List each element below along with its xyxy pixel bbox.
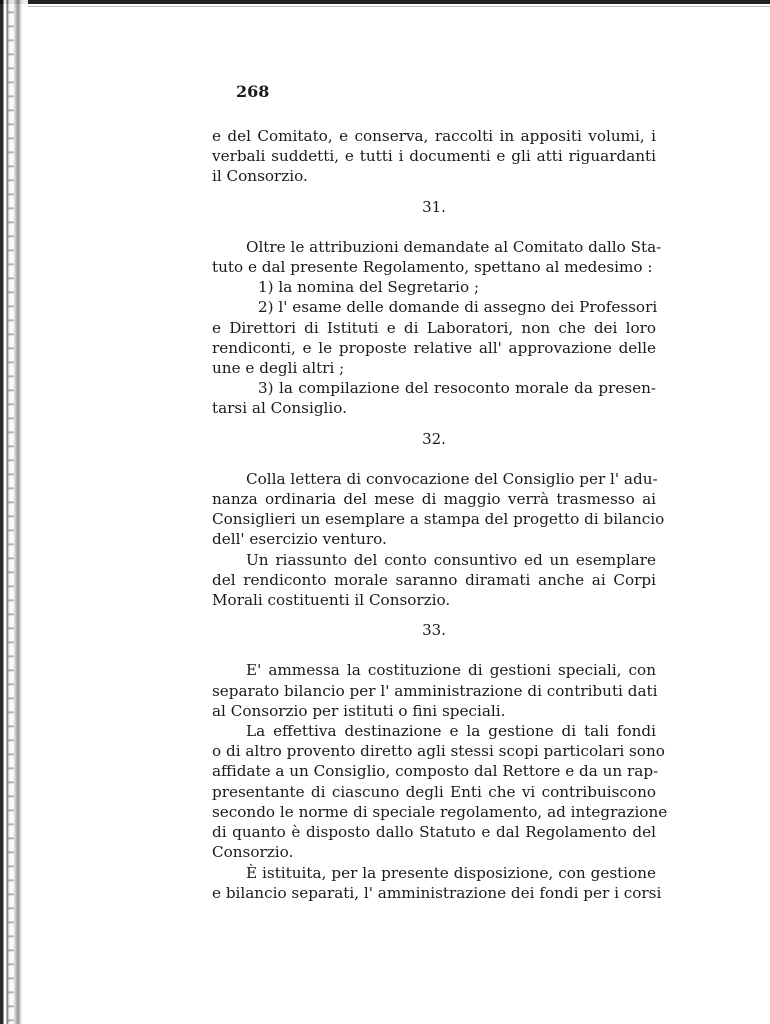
section-heading: 33. [422,621,446,640]
text-line: e bilancio separati, l' amministrazione dei fondi per i corsi [212,883,662,902]
list-item [212,297,656,378]
text-line: rendiconti, e le proposte relative all' approvazione delle [212,338,656,357]
text-line: La effettiva destinazione e la gestione di tali fondi [246,722,656,741]
scan-edge-top [0,0,770,4]
text-line: presentante di ciascuno degli Enti che vi contribuiscono [212,782,656,801]
text-line: o di altro provento diretto agli stessi scopi particolari sono [212,742,665,761]
text-line: di quanto è disposto dallo Statuto e dal Regolamento del [212,823,656,842]
text-line: del rendiconto morale saranno diramati anche ai Corpi [212,570,656,589]
document-body [212,126,668,903]
scan-edge-line [0,6,770,7]
text-line: il Consorzio. [212,167,308,186]
paragraph [212,237,662,277]
paragraph [212,550,656,611]
text-line: Un riassunto del conto consuntivo ed un esemplare [246,550,656,569]
text-line: 1) la nomina del Segretario ; [258,278,480,297]
paragraph [212,863,662,903]
text-line: 2) l' esame delle domande di assegno dei Professori [258,298,658,317]
text-line: Oltre le attribuzioni demandate al Comitato dallo Sta- [246,237,662,256]
text-line: Consiglieri un esemplare a stampa del progetto di bilancio [212,510,665,529]
text-line: E' ammessa la costituzione di gestioni speciali, con [246,661,656,680]
text-line: al Consorzio per istituti o fini speciali. [212,701,506,720]
text-line: secondo le norme di speciale regolamento, ad integrazione [212,802,668,821]
book-binding-edge [0,0,28,1024]
paragraph [212,126,656,187]
text-line: affidate a un Consiglio, composto dal Rettore e da un rap- [212,762,659,781]
text-line: tarsi al Consiglio. [212,399,347,418]
page-number: 268 [236,82,270,101]
text-line: È istituita, per la presente disposizione, con gestione [246,863,656,882]
paragraph [212,469,665,550]
text-line: Consorzio. [212,843,294,862]
text-line: une e degli altri ; [212,359,345,378]
section-heading: 32. [422,429,446,448]
text-line: tuto e dal presente Regolamento, spettano al medesimo : [212,258,653,277]
paragraph [212,660,656,721]
section-heading: 31. [422,197,446,216]
text-line: e Direttori di Istituti e di Laboratori, non che dei loro [212,318,656,337]
list-item [212,277,656,297]
paragraph [212,721,668,862]
list-item [212,378,656,418]
text-line: nanza ordinaria del mese di maggio verrà trasmesso ai [212,490,656,509]
text-line: Morali costituenti il Consorzio. [212,591,451,610]
binding-texture [8,0,14,1024]
text-line: dell' esercizio venturo. [212,530,387,549]
text-line: separato bilancio per l' amministrazione di contributi dati [212,681,658,700]
text-line: Colla lettera di convocazione del Consiglio per l' adu- [246,469,658,488]
text-line: 3) la compilazione del resoconto morale da presen- [258,379,656,398]
text-line: verbali suddetti, e tutti i documenti e gli atti riguardanti [212,147,656,166]
text-line: e del Comitato, e conserva, raccolti in appositi volumi, i [212,127,656,145]
